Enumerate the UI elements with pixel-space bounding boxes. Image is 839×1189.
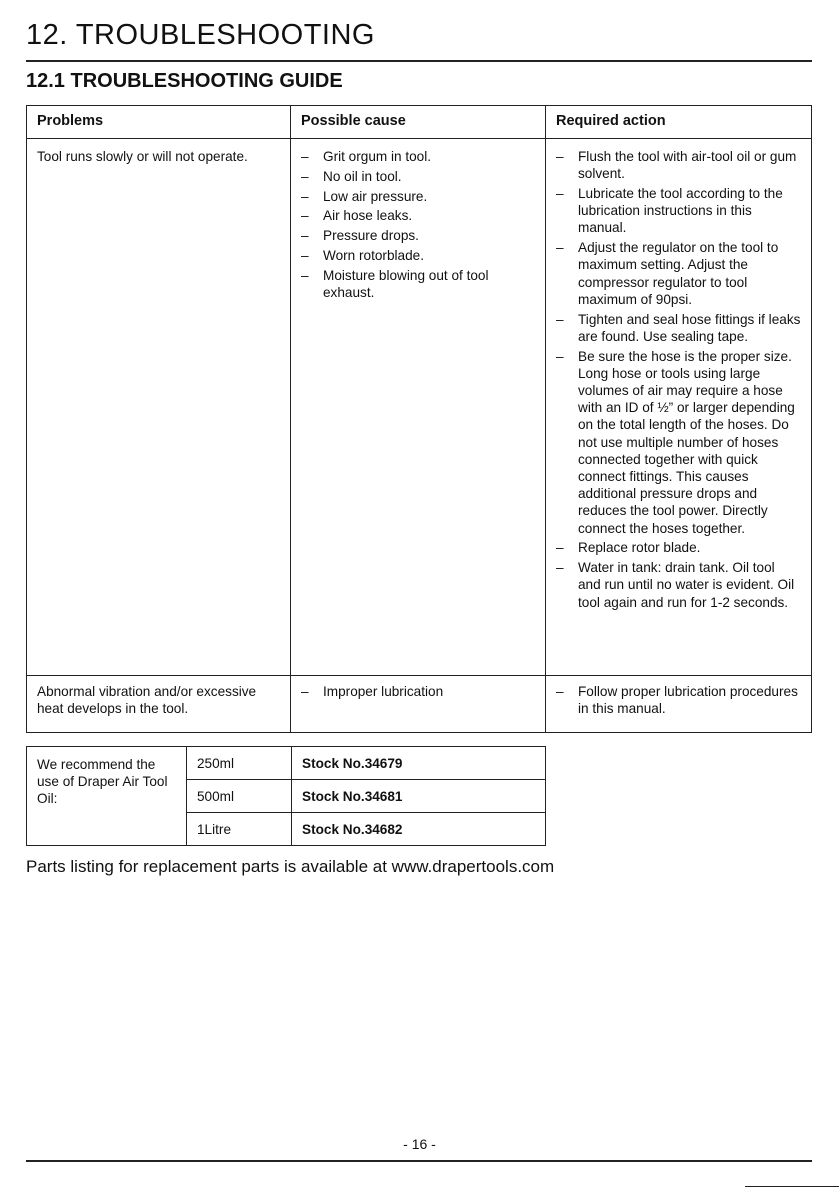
list-item: – Improper lubrication (301, 683, 535, 700)
list-item: – Grit orgum in tool. (301, 148, 535, 165)
actions-list (556, 683, 801, 717)
oil-stock-number: Stock No.34679 (292, 747, 546, 780)
problem-cell: Tool runs slowly or will not operate. (27, 139, 291, 676)
list-item: – Be sure the hose is the proper size. Long hose or tools using large volumes of air may require a hose with an ID of ½” or larger depending on the total length of the hoses. Do not use multiple number of hoses connected together with quick connect fittings. This causes additional pressure drops and reduces the tool power. Directly connect the hoses together. (556, 348, 801, 537)
list-item: – Worn rotorblade. (301, 247, 535, 264)
list-item: – Adjust the regulator on the tool to maximum setting. Adjust the compressor regulator to tool maximum of 90psi. (556, 239, 801, 308)
corner-rule (745, 1186, 839, 1187)
section-title: 12. TROUBLESHOOTING (26, 19, 375, 51)
header-required-action: Required action (546, 106, 812, 139)
list-item: – Pressure drops. (301, 227, 535, 244)
header-possible-cause: Possible cause (291, 106, 546, 139)
troubleshooting-table (26, 105, 812, 733)
causes-list (301, 683, 535, 700)
oil-stock-number: Stock No.34681 (292, 780, 546, 813)
oil-size: 1Litre (187, 813, 292, 846)
oil-size: 500ml (187, 780, 292, 813)
actions-cell (546, 676, 812, 733)
subsection-title: 12.1 TROUBLESHOOTING GUIDE (26, 70, 343, 92)
oil-size: 250ml (187, 747, 292, 780)
oil-recommendation-table (26, 746, 546, 846)
list-item: – Low air pressure. (301, 188, 535, 205)
list-item: – Tighten and seal hose fittings if leaks are found. Use sealing tape. (556, 311, 801, 345)
table-row (27, 747, 546, 780)
table-row (27, 139, 812, 676)
title-divider (26, 60, 812, 62)
list-item: – Water in tank: drain tank. Oil tool and run until no water is evident. Oil tool again and run for 1-2 seconds. (556, 559, 801, 611)
list-item: – Moisture blowing out of tool exhaust. (301, 267, 535, 301)
oil-stock-number: Stock No.34682 (292, 813, 546, 846)
page-number: - 16 - (403, 1136, 436, 1152)
header-problems: Problems (27, 106, 291, 139)
footer-divider (26, 1160, 812, 1162)
list-item: – Lubricate the tool according to the lubrication instructions in this manual. (556, 185, 801, 237)
list-item: – Follow proper lubrication procedures in this manual. (556, 683, 801, 717)
actions-cell (546, 139, 812, 676)
list-item: – Flush the tool with air-tool oil or gum solvent. (556, 148, 801, 182)
actions-list (556, 148, 801, 611)
causes-cell (291, 676, 546, 733)
list-item: – Replace rotor blade. (556, 539, 801, 556)
problem-cell: Abnormal vibration and/or excessive heat develops in the tool. (27, 676, 291, 733)
parts-listing-note: Parts listing for replacement parts is available at www.drapertools.com (26, 857, 555, 876)
causes-list (301, 148, 535, 301)
table-row (27, 676, 812, 733)
list-item: – Air hose leaks. (301, 207, 535, 224)
causes-cell (291, 139, 546, 676)
list-item: – No oil in tool. (301, 168, 535, 185)
oil-recommendation-text: We recommend the use of Draper Air Tool Oil: (27, 747, 187, 846)
table-header-row (27, 106, 812, 139)
